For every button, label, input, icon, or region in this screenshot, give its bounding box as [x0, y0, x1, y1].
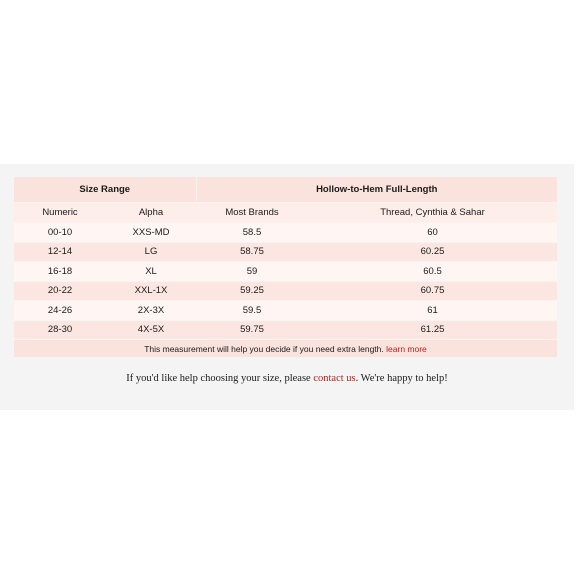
table-row — [14, 262, 557, 282]
alpha-column-header: Alpha — [106, 203, 196, 223]
numeric-cell: 28-30 — [14, 320, 106, 340]
table-row — [14, 223, 557, 243]
alpha-cell: LG — [106, 242, 196, 262]
hollow-to-hem-header: Hollow-to-Hem Full-Length — [196, 177, 557, 203]
alpha-cell: 4X-5X — [106, 320, 196, 340]
help-text-after: . We're happy to help! — [355, 373, 448, 384]
most-brands-cell: 58.75 — [196, 242, 308, 262]
contact-us-link[interactable]: contact us — [313, 373, 356, 384]
most-brands-cell: 59.25 — [196, 281, 308, 301]
most-brands-cell: 59.75 — [196, 320, 308, 340]
learn-more-link[interactable]: learn more — [386, 343, 427, 354]
alpha-cell: 2X-3X — [106, 301, 196, 321]
note-row — [14, 340, 557, 358]
most-brands-cell: 59.5 — [196, 301, 308, 321]
thread-column-header: Thread, Cynthia & Sahar — [308, 203, 557, 223]
size-chart-panel — [0, 164, 574, 410]
table-row — [14, 242, 557, 262]
table-row — [14, 301, 557, 321]
thread-cell: 61 — [308, 301, 557, 321]
numeric-cell: 16-18 — [14, 262, 106, 282]
group-header-row — [14, 177, 557, 203]
thread-cell: 60.25 — [308, 242, 557, 262]
most-brands-cell: 58.5 — [196, 223, 308, 243]
numeric-cell: 00-10 — [14, 223, 106, 243]
table-row — [14, 320, 557, 340]
help-message — [0, 373, 574, 384]
alpha-cell: XXS-MD — [106, 223, 196, 243]
thread-cell: 61.25 — [308, 320, 557, 340]
alpha-cell: XXL-1X — [106, 281, 196, 301]
column-header-row — [14, 203, 557, 223]
alpha-cell: XL — [106, 262, 196, 282]
numeric-column-header: Numeric — [14, 203, 106, 223]
thread-cell: 60.5 — [308, 262, 557, 282]
size-chart-table — [14, 177, 557, 358]
note-cell — [14, 340, 557, 358]
numeric-cell: 12-14 — [14, 242, 106, 262]
numeric-cell: 20-22 — [14, 281, 106, 301]
note-text: This measurement will help you decide if you need extra length. — [144, 343, 384, 354]
size-range-header: Size Range — [14, 177, 196, 203]
table-row — [14, 281, 557, 301]
most-brands-cell: 59 — [196, 262, 308, 282]
numeric-cell: 24-26 — [14, 301, 106, 321]
thread-cell: 60.75 — [308, 281, 557, 301]
help-text-before: If you'd like help choosing your size, please — [126, 373, 314, 384]
thread-cell: 60 — [308, 223, 557, 243]
most-brands-column-header: Most Brands — [196, 203, 308, 223]
